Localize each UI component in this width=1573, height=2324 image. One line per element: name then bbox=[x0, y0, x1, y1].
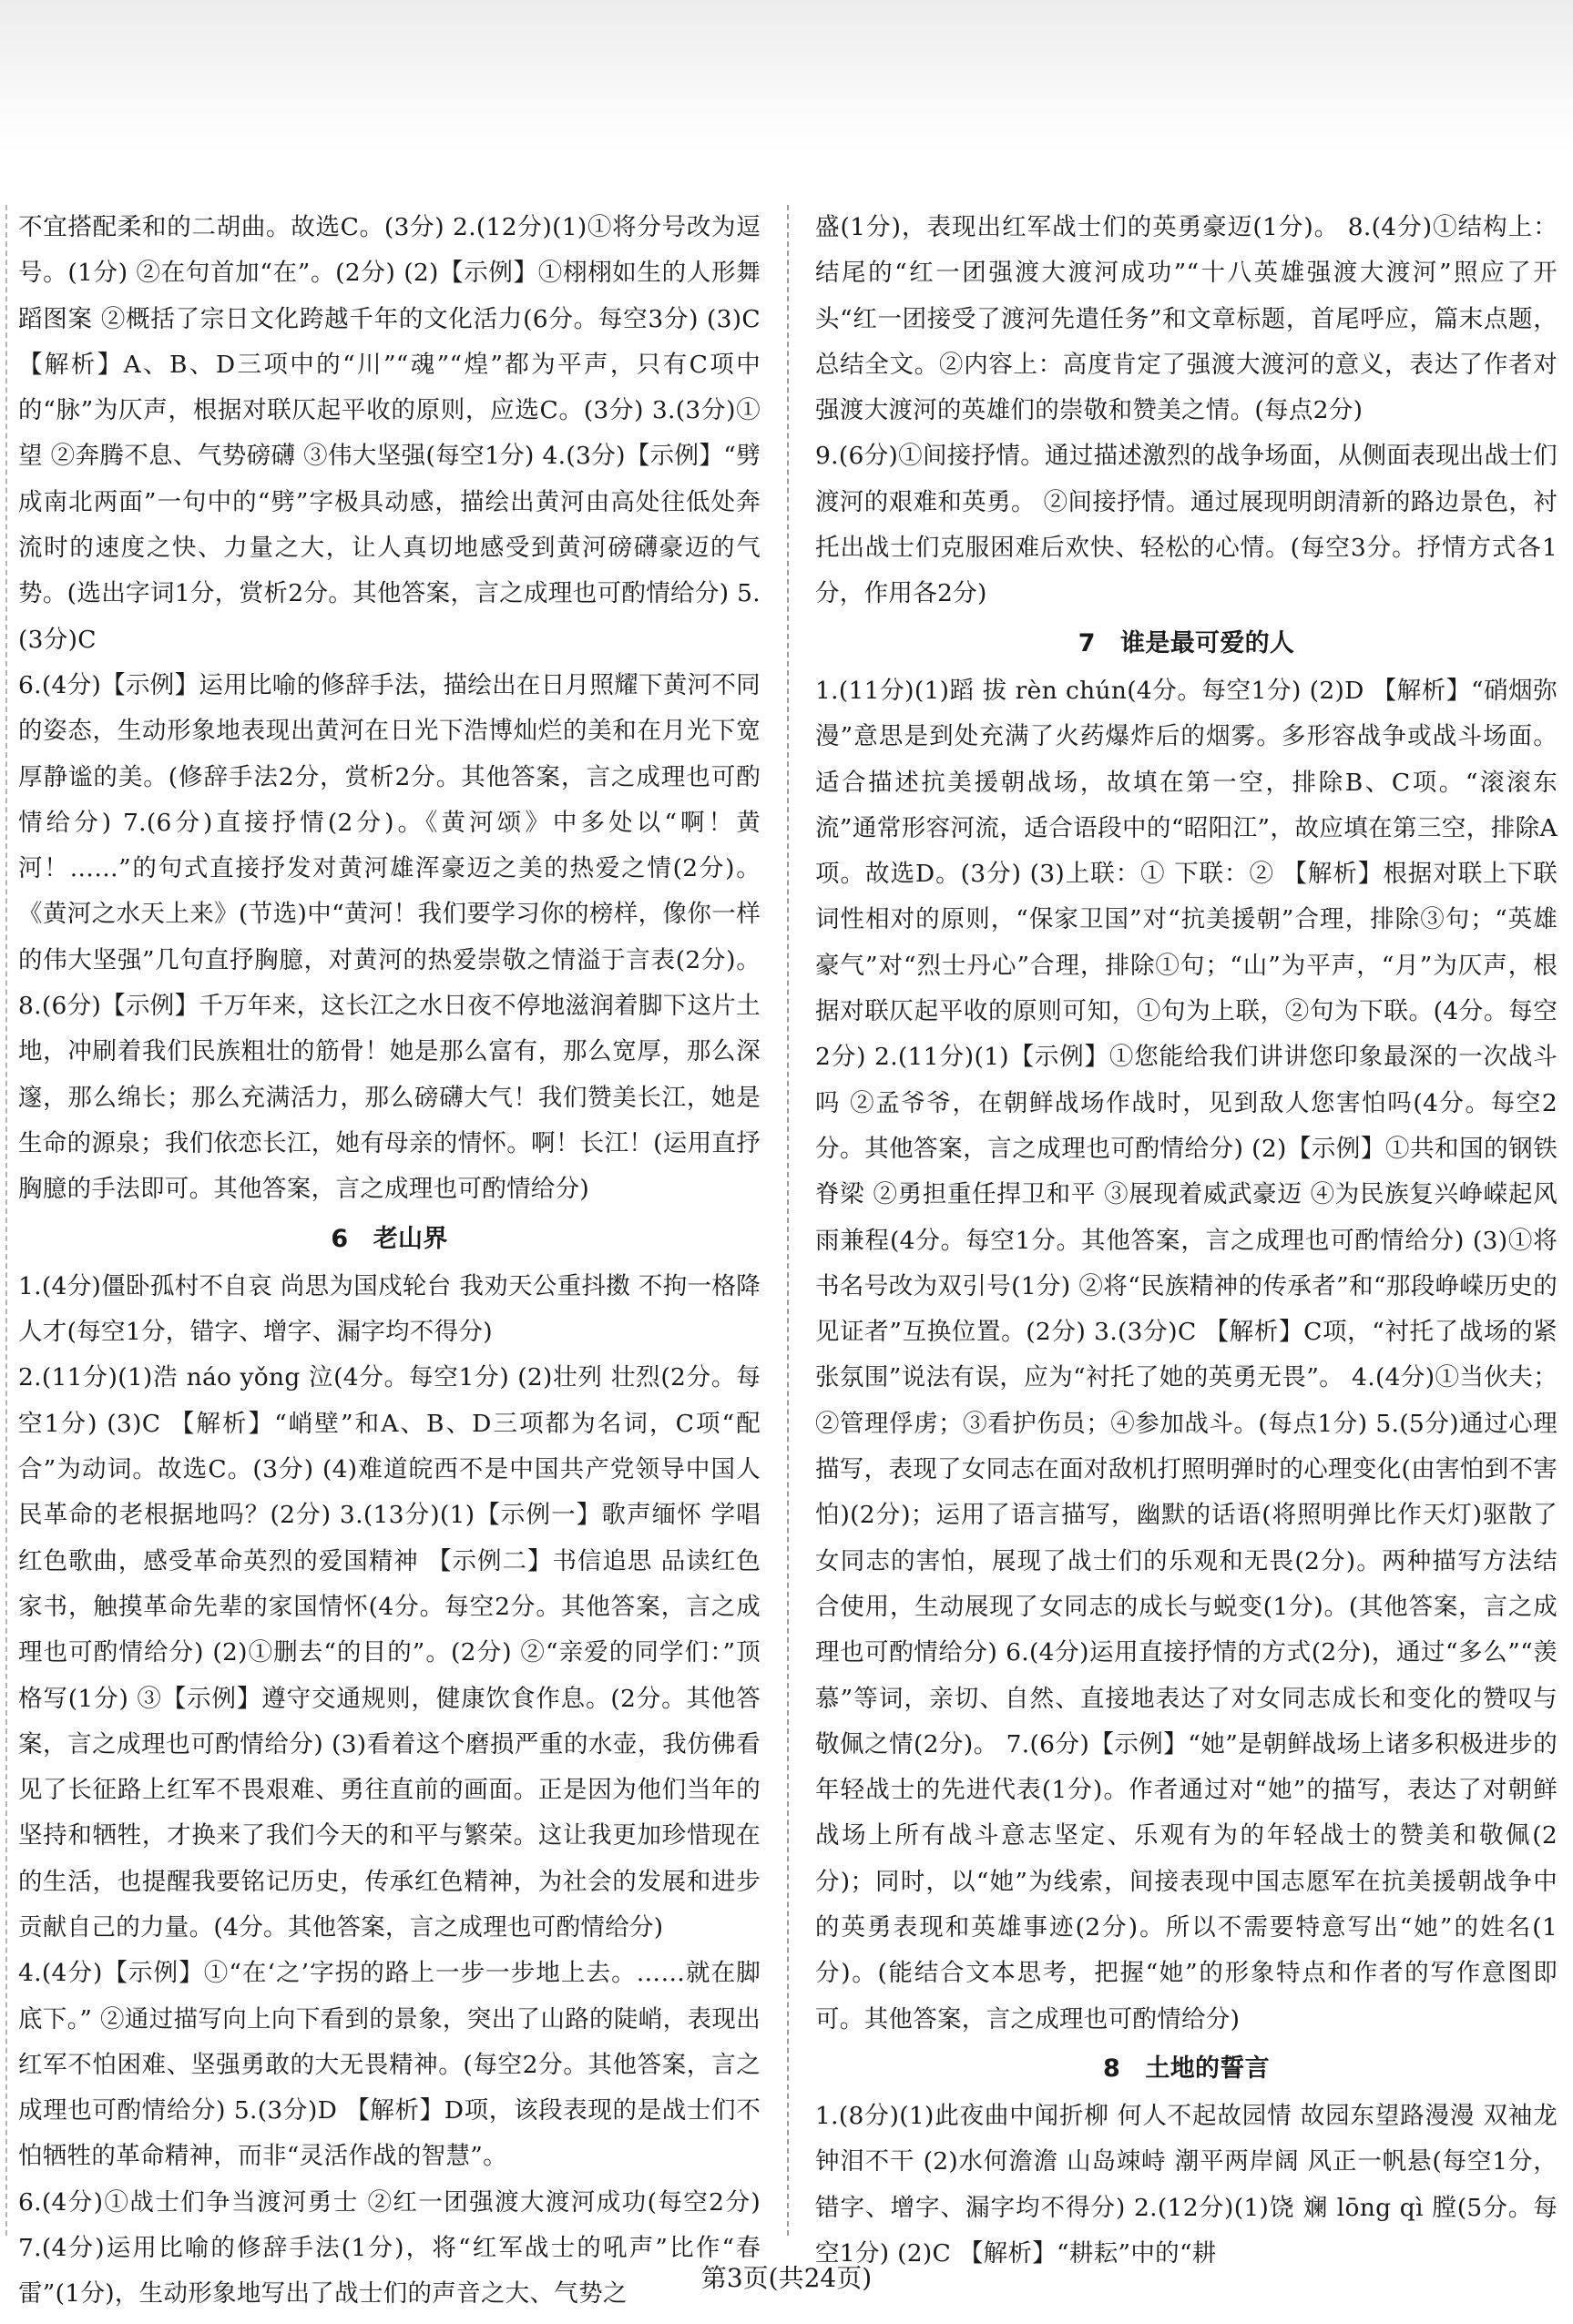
answer-paragraph: 9.(6分)①间接抒情。通过描述激烈的战争场面，从侧面表现出战士们渡河的艰难和英勇。 ②间接抒情。通过展现明朗清新的路边景色，衬托出战士们克服困难后欢快、轻松的心情。(每空3分。抒情方式各1分，作用各2分) bbox=[815, 442, 1558, 608]
answer-paragraph: 2.(11分)(1)浩 náo yǒng 泣(4分。每空1分) (2)壮列 壮烈(2分。每空1分) (3)C 【解析】“峭壁”和A、B、D三项都为名词，C项“配合”为动词。故选C。(3分) (4)难道皖西不是中国共产党领导中国人民革命的老根据地吗？(2分) 3.(13分)(1)【示例一】歌声缅怀 学唱红色歌曲，感受革命英烈的爱国精神 【示例二】书信追思 品读红色家书，触摸革命先辈的家国情怀(4分。每空2分。其他答案，言之成理也可酌情给分) (2)①删去“的目的”。(2分) ②“亲爱的同学们：”顶格写(1分) ③【示例】遵守交通规则，健康饮食作息。(2分。其他答案，言之成理也可酌情给分) (3)看着这个磨损严重的水壶，我仿佛看见了长征路上红军不畏艰难、勇往直前的画面。正是因为他们当年的坚持和牺牲，才换来了我们今天的和平与繁荣。这让我更加珍惜现在的生活，也提醒我要铭记历史，传承红色精神，为社会的发展和进步贡献自己的力量。(4分。其他答案，言之成理也可酌情给分) bbox=[18, 1363, 761, 1942]
column-divider bbox=[787, 205, 789, 2236]
section-title: 8 土地的誓言 bbox=[1103, 2054, 1270, 2083]
answer-paragraph: 1.(4分)僵卧孤村不自哀 尚思为国戍轮台 我劝天公重抖擞 不拘一格降人才(每空1分，错字、增字、漏字均不得分) bbox=[18, 1271, 761, 1347]
answer-paragraph: 6.(4分)【示例】运用比喻的修辞手法，描绘出在日月照耀下黄河不同的姿态，生动形象地表现出黄河在日光下浩博灿烂的美和在月光下宽厚静谧的美。(修辞手法2分，赏析2分。其他答案，言之成理也可酌情给分) 7.(6分)直接抒情(2分)。《黄河颂》中多处以“啊！黄河！……”的句式直接抒发对黄河雄浑豪迈之美的热爱之情(2分)。《黄河之水天上来》(节选)中“黄河！我们要学习你的榜样，像你一样的伟大坚强”几句直抒胸臆，对黄河的热爱崇敬之情溢于言表(2分)。 8.(6分)【示例】千万年来，这长江之水日夜不停地滋润着脚下这片土地，冲刷着我们民族粗壮的筋骨！她是那么富有，那么宽厚，那么深邃，那么绵长；那么充满活力，那么磅礴大气！我们赞美长江，她是生命的源泉；我们依恋长江，她有母亲的情怀。啊！长江！(运用直抒胸臆的手法即可。其他答案，言之成理也可酌情给分) bbox=[18, 670, 761, 1204]
answer-paragraph: 1.(8分)(1)此夜曲中闻折柳 何人不起故园情 故园东望路漫漫 双袖龙钟泪不干 (2)水何澹澹 山岛竦峙 潮平两岸阔 风正一帆悬(每空1分，错字、增字、漏字均不得分) 2.(12分)(1)饶 斓 lōng qì 膛(5分。每空1分) (2)C 【解析】“耕耘”中的“耕 bbox=[815, 2102, 1558, 2268]
answer-paragraph: 1.(11分)(1)蹈 拔 rèn chún(4分。每空1分) (2)D 【解析】“硝烟弥漫”意思是到处充满了火药爆炸后的烟雾。多形容战争或战斗场面。适合描述抗美援朝战场，故填在第一空，排除B、C项。“滚滚东流”通常形容河流，适合语段中的“昭阳江”，故应填在第三空，排除A项。故选D。(3分) (3)上联：① 下联：② 【解析】根据对联上下联词性相对的原则，“保家卫国”对“抗美援朝”合理，排除③句；“英雄豪气”对“烈士丹心”合理，排除①句；“山”为平声，“月”为仄声，根据对联仄起平收的原则可知，①句为上联，②句为下联。(4分。每空2分) 2.(11分)(1)【示例】①您能给我们讲讲您印象最深的一次战斗吗 ②孟爷爷，在朝鲜战场作战时，见到敌人您害怕吗(4分。每空2分。其他答案，言之成理也可酌情给分) (2)【示例】①共和国的钢铁脊梁 ②勇担重任捍卫和平 ③展现着威武豪迈 ④为民族复兴峥嵘起风雨兼程(4分。每空1分。其他答案，言之成理也可酌情给分) (3)①将书名号改为双引号(1分) ②将“民族精神的传承者”和“那段峥嵘历史的见证者”互换位置。(2分) 3.(3分)C 【解析】C项，“衬托了战场的紧张氛围”说法有误，应为“衬托了她的英勇无畏”。 4.(4分)①当伙夫；②管理俘虏；③看护伤员；④参加战斗。(每点1分) 5.(5分)通过心理描写，表现了女同志在面对敌机打照明弹时的心理变化(由害怕到不害怕)(2分)；运用了语言描写，幽默的话语(将照明弹比作天灯)驱散了女同志的害怕，展现了战士们的乐观和无畏(2分)。两种描写方法结合使用，生动展现了女同志的成长与蜕变(1分)。(其他答案，言之成理也可酌情给分) 6.(4分)运用直接抒情的方式(2分)，通过“多么”“羡慕”等词，亲切、自然、直接地表达了对女同志成长和变化的赞叹与敬佩之情(2分)。 7.(6分)【示例】“她”是朝鲜战场上诸多积极进步的年轻战士的先进代表(1分)。作者通过对“她”的描写，表达了对朝鲜战场上所有战斗意志坚定、乐观有为的年轻战士的赞美和敬佩(2分)；同时，以“她”为线索，间接表现中国志愿军在抗美援朝战争中的英勇表现和英雄事迹(2分)。所以不需要特意写出“她”的姓名(1分)。(能结合文本思考，把握“她”的形象特点和作者的写作意图即可。其他答案，言之成理也可酌情给分) bbox=[815, 676, 1558, 2034]
page-footer: 第3页(共24页) bbox=[700, 2263, 873, 2293]
answer-paragraph: 4.(4分)【示例】①“在‘之’字拐的路上一步一步地上去。……就在脚底下。” ②通过描写向上向下看到的景象，突出了山路的陡峭，表现出红军不怕困难、坚强勇敢的大无畏精神。(每空2分。其他答案，言之成理也可酌情给分) 5.(3分)D 【解析】D项，该段表现的是战士们不怕牺牲的革命精神，而非“灵活作战的智慧”。 bbox=[18, 1959, 761, 2171]
left-column bbox=[18, 205, 761, 2309]
section-title: 6 老山界 bbox=[331, 1224, 448, 1253]
scan-top-shade bbox=[0, 0, 1573, 155]
right-column bbox=[815, 205, 1558, 2268]
left-dashed-margin bbox=[5, 205, 7, 2236]
answer-paragraph: 盛(1分)，表现出红军战士们的英勇豪迈(1分)。 8.(4分)①结构上：结尾的“红一团强渡大渡河成功”“十八英雄强渡大渡河”照应了开头“红一团接受了渡河先遣任务”和文章标题，首尾呼应，篇末点题，总结全文。②内容上：高度肯定了强渡大渡河的意义，表达了作者对强渡大渡河的英雄们的崇敬和赞美之情。(每点2分) bbox=[815, 213, 1558, 425]
answer-paragraph: 不宜搭配柔和的二胡曲。故选C。(3分) 2.(12分)(1)①将分号改为逗号。(1分) ②在句首加“在”。(2分) (2)【示例】①栩栩如生的人形舞蹈图案 ②概括了宗日文化跨越千年的文化活力(6分。每空3分) (3)C 【解析】A、B、D三项中的“川”“魂”“煌”都为平声，只有C项中的“脉”为仄声，根据对联仄起平收的原则，应选C。(3分) 3.(3分)①望 ②奔腾不息、气势磅礴 ③伟大坚强(每空1分) 4.(3分)【示例】“劈成南北两面”一句中的“劈”字极具动感，描绘出黄河由高处往低处奔流时的速度之快、力量之大，让人真切地感受到黄河磅礴豪迈的气势。(选出字词1分，赏析2分。其他答案，言之成理也可酌情给分) 5.(3分)C bbox=[18, 213, 761, 654]
section-title: 7 谁是最可爱的人 bbox=[1078, 628, 1295, 657]
answer-paragraph: 6.(4分)①战士们争当渡河勇士 ②红一团强渡大渡河成功(每空2分) 7.(4分)运用比喻的修辞手法(1分)，将“红军战士的吼声”比作“春雷”(1分)，生动形象地写出了战士们的声音之大、气势之 bbox=[18, 2187, 761, 2309]
